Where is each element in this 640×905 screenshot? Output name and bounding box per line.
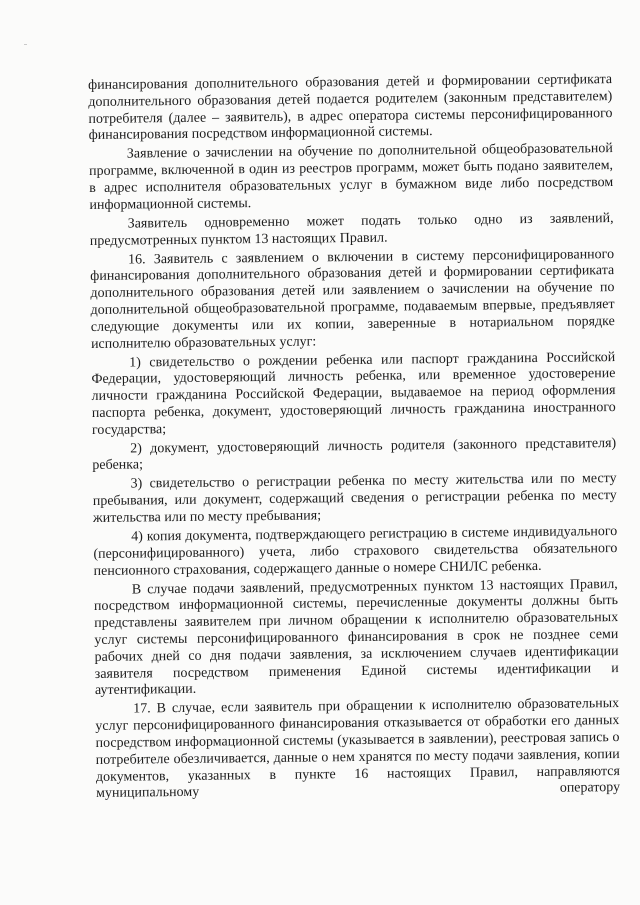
paragraph-continuation: финансирования дополнительного образования детей и формировании сертификата дополнительного образования детей подается родителем (законным представителем) потребителя (далее – заявитель), в адрес оператора системы персонифицированного финансирования посредством информационной системы. (88, 72, 613, 144)
paragraph-item-16: 16. Заявитель с заявлением о включении в систему персонифицированного финансирования дополнительного образования детей и формировании сертификата дополнительного образования детей или заявлением о зачислении на обучение по дополнительной общеобразовательной программе, подаваемым впервые, предъявляет следующие документы или их копии, заверенные в нотариальном порядке исполнителю образовательных услуг: (90, 246, 615, 352)
paragraph-application-enrollment: Заявление о зачислении на обучение по дополнительной общеобразовательной программе, включенной в один из реестров программ, может быть подано заявителем, в адрес исполнителя образовательных услуг в бумажном виде либо посредством информационной системы. (88, 141, 614, 213)
paragraph-item-17: 17. В случае, если заявитель при обращении к исполнителю образовательных услуг персонифицированного финансирования отказывается от обработки его данных посредством информационной системы (указывается в заявлении), реестровая запись о потребителе обезличивается, данные о нем хранятся по месту подачи заявления, копии документов, указанных в пункте 16 настоящих Правил, направляются муниципальному оператору (95, 696, 621, 802)
document-body (88, 72, 620, 805)
list-item-registration: 3) свидетельство о регистрации ребенка по месту жительства или по месту пребывания, или документ, содержащий сведения о регистрации ребенка по месту жительства или по месту пребывания; (92, 471, 617, 527)
list-item-parent-id: 2) документ, удостоверяющий личность родителя (законного представителя) ребенка; (92, 435, 617, 474)
list-item-snils: 4) копия документа, подтверждающего регистрацию в системе индивидуального (персонифицированного) учета, либо страхового свидетельства обязательного пенсионного страхования, содержащего данные о номере СНИЛС ребенка. (93, 524, 618, 579)
paragraph-electronic-submission: В случае подачи заявлений, предусмотренных пунктом 13 настоящих Правил, посредством информационной системы, перечисленные документы должны быть представлены заявителем при личном обращении к исполнителю образовательных услуг системы персонифицированного финансирования в срок не позднее семи рабочих дней со дня подачи заявления, за исключением случаев идентификации заявителя посредством применения Единой системы идентификации и аутентификации. (93, 576, 619, 699)
list-item-birth-certificate: 1) свидетельство о рождении ребенка или паспорт гражданина Российской Федерации, удостоверяющий личность ребенка, или временное удостоверение личности гражданина Российской Федерации, выдаваемое на период оформления паспорта ребенка, документ, удостоверяющий личность гражданина иностранного государства; (91, 349, 616, 438)
scan-speck (24, 44, 27, 45)
paragraph-single-application: Заявитель одновременно может подать только одно из заявлений, предусмотренных пунктом 13 настоящих Правил. (89, 210, 614, 249)
